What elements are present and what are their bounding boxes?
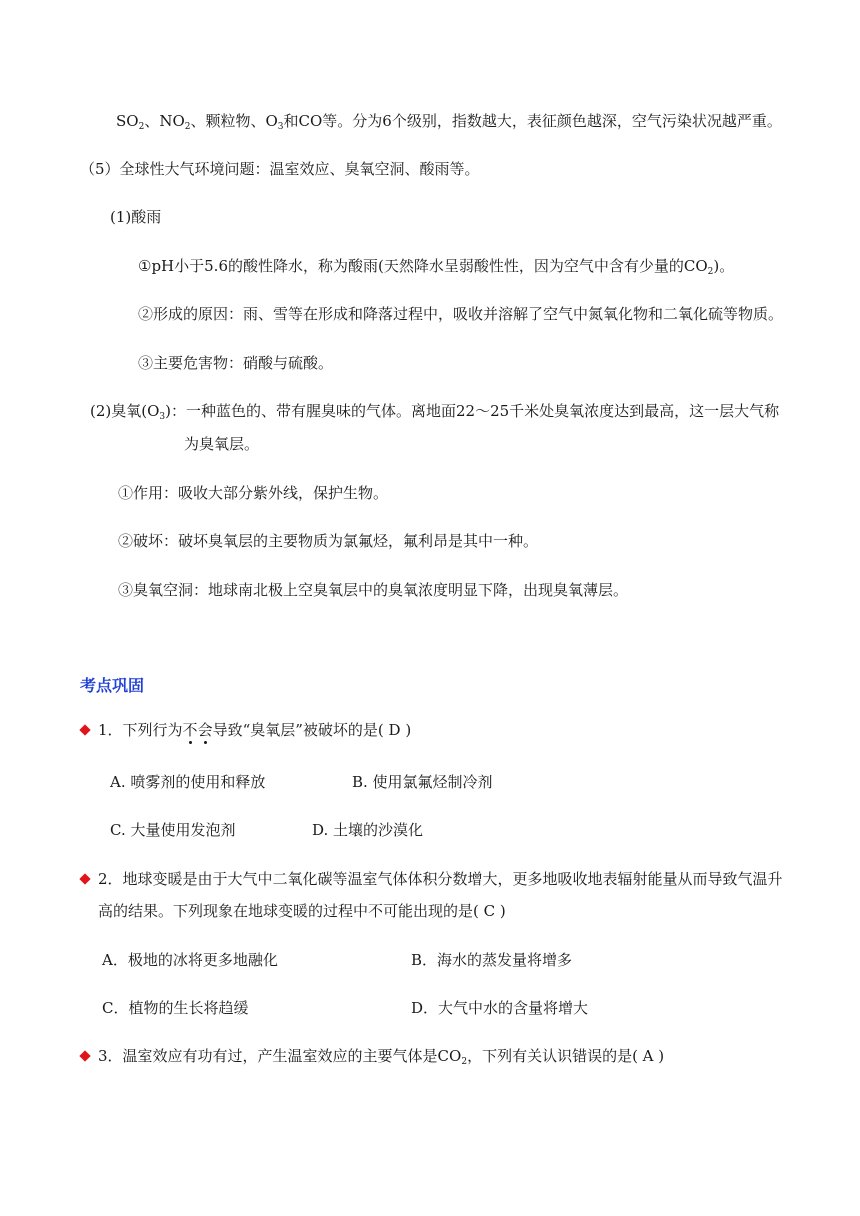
ozone-point-3: ③臭氧空洞：地球南北极上空臭氧层中的臭氧浓度明显下降，出现臭氧薄层。 bbox=[118, 581, 629, 599]
acid-rain-point-3: ③主要危害物：硝酸与硫酸。 bbox=[138, 354, 334, 372]
q1-option-a: A. 喷雾剂的使用和释放 bbox=[110, 773, 266, 791]
ozone-point-1: ①作用：吸收大部分紫外线，保护生物。 bbox=[118, 484, 389, 502]
q1-option-c: C. 大量使用发泡剂 bbox=[110, 821, 236, 839]
item5-global-issues: （5）全球性大气环境问题：温室效应、臭氧空洞、酸雨等。 bbox=[80, 160, 480, 178]
bullet-diamond-icon bbox=[79, 724, 90, 735]
ozone-title: (2)臭氧$(O_3)$：一种蓝色的、带有腥臭味的气体。离地面22～25千米处臭氧浓度达到最高，这一层大气称 bbox=[90, 402, 780, 422]
acid-rain-point-1: ①pH小于5.6的酸性降水，称为酸雨(天然降水呈弱酸性性，因为空气中含有少量的$CO_2$)。 bbox=[138, 257, 735, 277]
question-1: 1．下列行为不会导致“臭氧层”被破坏的是( D ) bbox=[98, 721, 412, 739]
acid-rain-point-2: ②形成的原因：雨、雪等在形成和降落过程中，吸收并溶解了空气中氮氧化物和二氧化硫等物质。 bbox=[138, 305, 784, 323]
bullet-diamond-icon bbox=[79, 873, 90, 884]
ozone-title-continued: 为臭氧层。 bbox=[184, 435, 260, 453]
q1-option-d: D. 土壤的沙漠化 bbox=[312, 821, 424, 839]
q2-option-d: D．大气中水的含量将增大 bbox=[411, 999, 589, 1017]
ozone-point-2: ②破坏：破坏臭氧层的主要物质为氯氟烃，氟利昂是其中一种。 bbox=[118, 532, 539, 550]
air-quality-line: $SO_2$、$NO_2$、颗粒物、$O_3$和CO等。分为6个级别，指数越大，表征颜色越深，空气污染状况越严重。 bbox=[116, 112, 782, 132]
section-heading: 考点巩固 bbox=[80, 676, 145, 695]
bullet-diamond-icon bbox=[79, 1050, 90, 1061]
question-2-line-1: 2．地球变暖是由于大气中二氧化碳等温室气体体积分数增大，更多地吸收地表辐射能量从而导致气温升 bbox=[98, 870, 783, 888]
question-2-line-2: 高的结果。下列现象在地球变暖的过程中不可能出现的是( C ) bbox=[98, 902, 506, 920]
acid-rain-title: (1)酸雨 bbox=[110, 208, 162, 226]
q2-option-b: B．海水的蒸发量将增多 bbox=[411, 951, 573, 969]
q2-option-a: A．极地的冰将更多地融化 bbox=[102, 951, 278, 969]
question-3: 3．温室效应有功有过，产生温室效应的主要气体是$CO_2$，下列有关认识错误的是( A ) bbox=[98, 1047, 665, 1067]
q2-option-c: C．植物的生长将趋缓 bbox=[102, 999, 249, 1017]
q1-option-b: B. 使用氯氟烃制冷剂 bbox=[352, 773, 493, 791]
